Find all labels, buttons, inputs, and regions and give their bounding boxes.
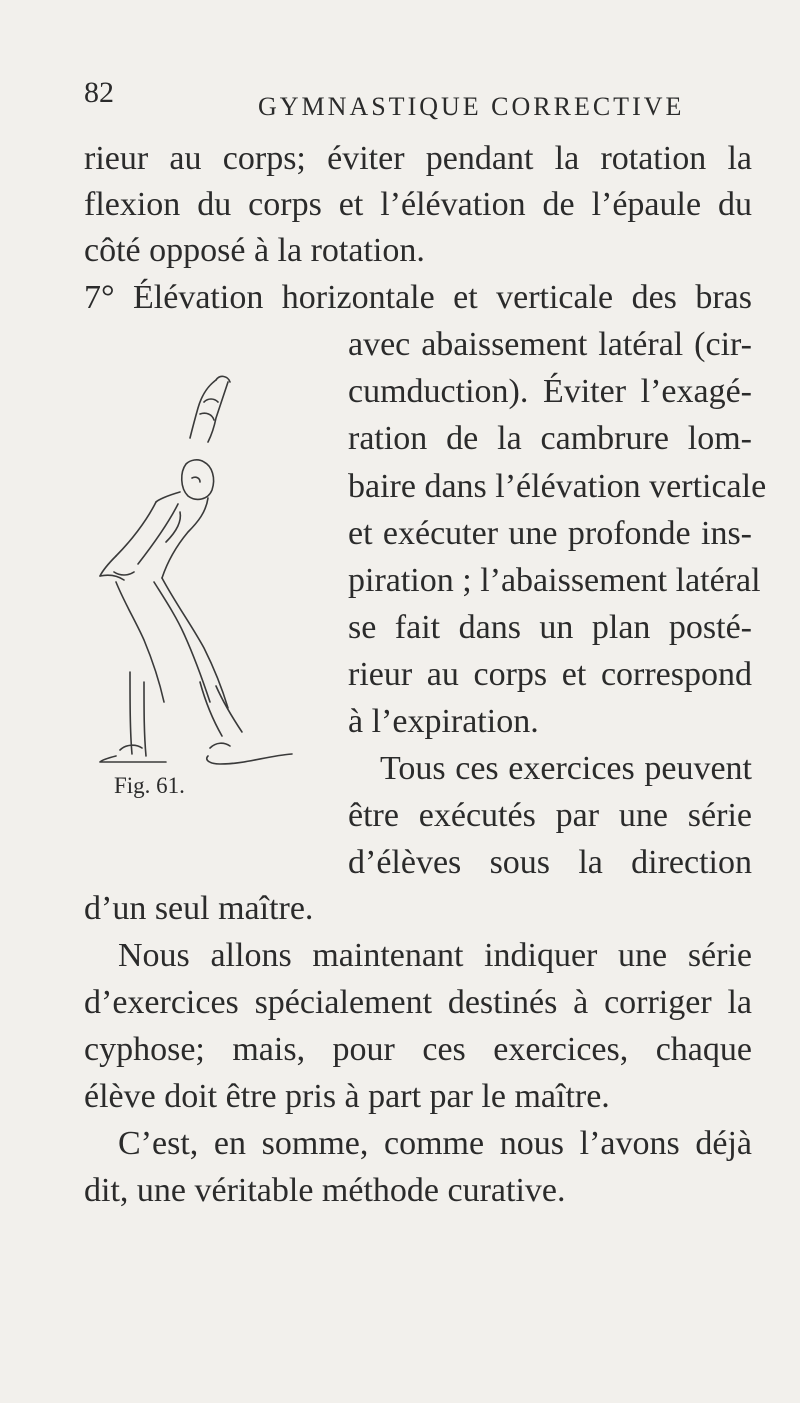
- figure-caption: Fig. 61.: [114, 773, 185, 798]
- text-line: flexion du corps et l’élévation de l’épaule du: [84, 186, 752, 223]
- text-line: cumduction). Éviter l’exagé-: [348, 373, 752, 410]
- text-line: 7° Élévation horizontale et verticale des bras: [84, 279, 752, 316]
- text-line: à l’expiration.: [348, 703, 539, 740]
- text-line: et exécuter une profonde ins-: [348, 515, 752, 552]
- text-line: cyphose; mais, pour ces exercices, chaque: [84, 1031, 752, 1068]
- text-line: ration de la cambrure lom-: [348, 420, 752, 457]
- text-line: d’un seul maître.: [84, 890, 314, 927]
- page-number: 82: [84, 76, 114, 109]
- text-line: baire dans l’élévation verticale: [348, 468, 767, 505]
- text-line: d’élèves sous la direction: [348, 844, 752, 881]
- figure-illustration: [96, 372, 326, 772]
- text-line: rieur au corps; éviter pendant la rotation la: [84, 140, 752, 177]
- text-line: rieur au corps et correspond: [348, 656, 752, 693]
- text-line: dit, une véritable méthode curative.: [84, 1172, 566, 1209]
- text-line: se fait dans un plan posté-: [348, 609, 752, 646]
- text-line: Tous ces exercices peuvent: [380, 750, 752, 787]
- text-line: élève doit être pris à part par le maître.: [84, 1078, 610, 1115]
- text-line: C’est, en somme, comme nous l’avons déjà: [118, 1125, 752, 1162]
- text-line: être exécutés par une série: [348, 797, 752, 834]
- text-line: piration ; l’abaissement latéral: [348, 562, 761, 599]
- text-line: avec abaissement latéral (cir-: [348, 326, 752, 363]
- text-line: Nous allons maintenant indiquer une série: [118, 937, 752, 974]
- running-head: GYMNASTIQUE CORRECTIVE: [258, 92, 685, 121]
- text-line: d’exercices spécialement destinés à corriger la: [84, 984, 752, 1021]
- text-line: côté opposé à la rotation.: [84, 232, 425, 269]
